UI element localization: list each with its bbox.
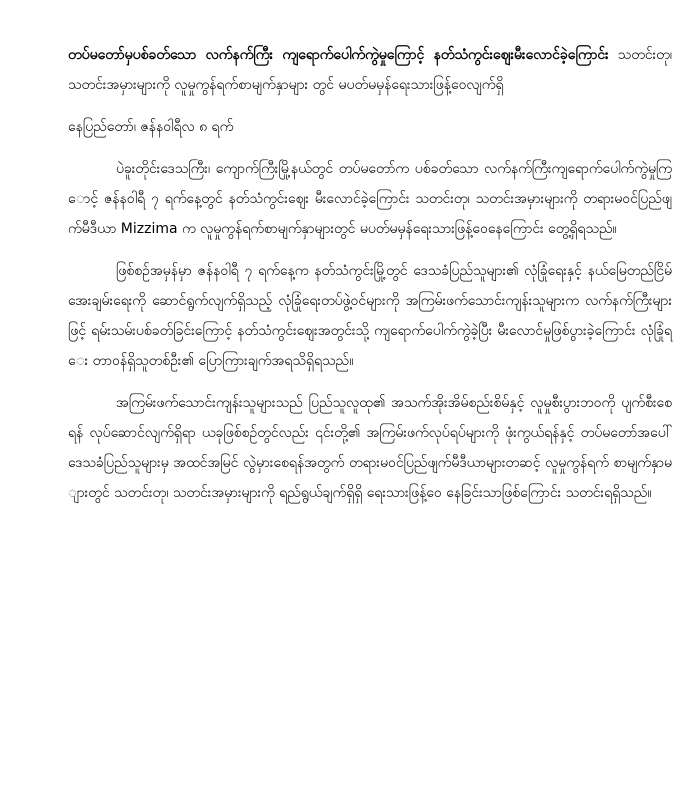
article-lead bbox=[68, 40, 672, 100]
article-headline: တပ်မတော်မှပစ်ခတ်သော လက်နက်ကြီး ကျရောက်ပေါက်ကွဲမှုကြောင့် နတ်သံကွင်းဈေးမီးလောင်ခဲ့ကြောင်း bbox=[68, 47, 609, 63]
article-paragraph: ဖြစ်စဉ်အမှန်မှာ ဇန်နဝါရီ ၇ ရက်နေ့က နတ်သံကွင်းမြို့တွင် ဒေသခံပြည်သူများ၏ လုံခြုံရေးနှင့် နယ်မြေတည်ငြိမ်အေးချမ်းရေးကို ဆောင်ရွက်လျက်ရှိသည့် လုံခြုံရေးတပ်ဖွဲ့ဝင်များကို အကြမ်းဖက်သောင်းကျန်းသူများက လက်နက်ကြီးများဖြင့် ရမ်းသမ်းပစ်ခတ်ခြင်းကြောင့် နတ်သံကွင်းဈေးအတွင်းသို့ ကျရောက်ပေါက်ကွဲခဲ့ပြီး မီးလောင်မှုဖြစ်ပွားခဲ့ကြောင်း လုံခြုံရေး တာဝန်ရှိသူတစ်ဦး၏ ပြောကြားချက်အရသိရှိရသည်။ bbox=[68, 263, 672, 369]
article-paragraph: အကြမ်းဖက်သောင်းကျန်းသူများသည် ပြည်သူလူထု၏ အသက်အိုးအိမ်စည်းစိမ်နှင့် လူမှုစီးပွားဘဝကို ပျက်စီးစေရန် လုပ်ဆောင်လျက်ရှိရာ ယခုဖြစ်စဉ်တွင်လည်း ၎င်းတို့၏ အကြမ်းဖက်လုပ်ရပ်များကို ဖုံးကွယ်ရန်နှင့် တပ်မတော်အပေါ် ဒေသခံပြည်သူများမှ အထင်အမြင် လွဲမှားစေရန်အတွက် တရားမဝင်ပြည်ဖျက်မီဒီယာများတဆင့် လူမှုကွန်ရက် စာမျက်နှာများတွင် သတင်းတု၊ သတင်းအမှားများကို ရည်ရွယ်ချက်ရှိရှိ ရေးသားဖြန့်ဝေ နေခြင်းသာဖြစ်ကြောင်း သတင်းရရှိသည်။ bbox=[68, 395, 672, 501]
article bbox=[68, 40, 672, 520]
article-intro: သတင်းတု၊ သတင်းအမှားများကို လူမှုကွန်ရက်စာမျက်နှာများ တွင် မပတ်မမှန်ရေးသားဖြန့်ဝေလျက်ရှိ bbox=[68, 47, 672, 93]
article-dateline: နေပြည်တော်၊ ဇန်နဝါရီလ ၈ ရက် bbox=[68, 119, 234, 135]
article-paragraph: ပဲခူးတိုင်းဒေသကြီး၊ ကျောက်ကြီးမြို့နယ်တွင် တပ်မတော်က ပစ်ခတ်သော လက်နက်ကြီးကျရောက်ပေါက်ကွဲမှုကြောင့် ဇန်နဝါရီ ၇ ရက်နေ့တွင် နတ်သံကွင်းဈေး မီးလောင်ခဲ့ကြောင်း သတင်းတု၊ သတင်းအမှားများကို တရားမဝင်ပြည်ဖျက်မီဒီယာ Mizzima က လူမှုကွန်ရက်စာမျက်နှာများတွင် မပတ်မမှန်ရေးသားဖြန့်ဝေနေကြောင်း တွေ့ရှိရသည်။ bbox=[68, 161, 672, 237]
